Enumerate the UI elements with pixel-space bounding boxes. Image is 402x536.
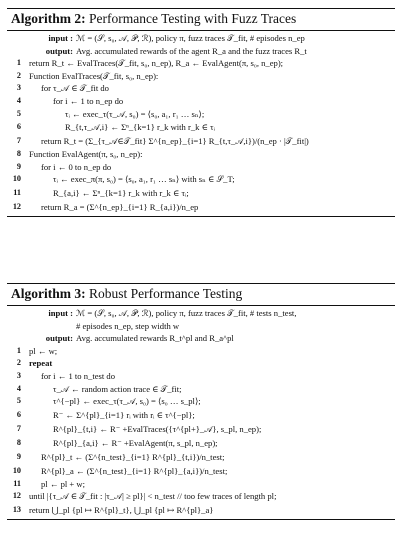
alg2-line-1 [7,57,395,70]
algorithm-3-title-text: Robust Performance Testing [85,286,243,301]
line-number: 10 [12,174,21,184]
input-text: ℳ = (𝒮, s₀, 𝒜, 𝒫, ℛ), policy π, fuzz traces 𝒯_fit, # episodes n_ep [76,33,305,43]
line-number: 3 [16,83,21,93]
line-text: Function EvalTraces(𝒯_fit, s₀, n_ep): [29,70,159,81]
alg2-line-5 [7,108,395,121]
line-number: 8 [16,437,21,447]
line-text: until |{τ_𝒜 ∈ 𝒯_fit : |τ_𝒜| ≥ pl}| < n_test // too few traces of length pl; [29,491,277,502]
alg2-line-9 [7,161,395,174]
line-number: 11 [13,187,21,197]
line-text: R⁻ ← Σ^{pl}_{i=1} rᵢ with rᵢ ∈ τ^{−pl}; [53,409,195,420]
line-text: for τ_𝒜 ∈ 𝒯_fit do [41,83,109,94]
alg3-line-1 [7,345,395,358]
alg3-line-9 [7,450,395,464]
alg3-line-10 [7,464,395,478]
line-number: 12 [12,491,21,501]
line-text: return R_t = (Σ_{τ_𝒜∈𝒯_fit} Σ^{n_ep}_{i=1} R_{t,τ_𝒜,i})/(n_ep · |𝒯_fit|) [41,136,309,147]
alg2-line-6 [7,120,395,134]
algorithm-2-title-text: Performance Testing with Fuzz Traces [85,11,297,26]
line-number: 5 [16,108,21,118]
line-number: 3 [16,370,21,380]
alg2-line-12 [7,200,395,216]
algorithm-3-box [7,283,395,520]
line-text: R^{pl}_{t,i} ← R⁻ +EvalTraces({τ^{pl+}_𝒜}, s_pl, n_ep); [53,423,262,434]
algorithm-3-input-continued [7,320,395,333]
algorithm-2-title [7,9,395,31]
algorithm-3-output [7,332,395,345]
algorithm-2-input [7,32,395,45]
line-number: 2 [16,70,21,80]
line-text: R_{t,τ_𝒜,i} ← Σⁿ_{k=1} r_k with r_k ∈ τᵢ [65,122,215,133]
line-number: 1 [16,345,21,355]
algorithm-2-box [7,8,395,217]
line-text: R_{a,i} ← Σⁿ_{k=1} r_k with r_k ∈ τᵢ; [53,187,189,198]
output-label: output: [45,45,73,56]
line-number: 12 [12,201,21,211]
line-text: return R_t ← EvalTraces(𝒯_fit, s₀, n_ep), R_a ← EvalAgent(π, s₀, n_ep); [29,58,284,69]
algorithm-2-output [7,45,395,58]
alg2-line-7 [7,134,395,148]
alg2-line-11 [7,186,395,200]
line-text: τ_𝒜 ← random action trace ∈ 𝒯_fit; [53,383,182,394]
alg3-line-3 [7,370,395,383]
output-label: output: [45,333,73,344]
line-number: 11 [13,478,21,488]
algorithm-3-input [7,307,395,320]
line-number: 4 [16,95,21,105]
line-number: 9 [16,451,21,461]
input-label: input : [48,33,73,43]
alg2-line-10 [7,173,395,186]
line-number: 2 [16,358,21,368]
line-text: R^{pl}_{a,i} ← R⁻ +EvalAgent(π, s_pl, n_ep); [53,437,218,448]
line-number: 6 [16,122,21,132]
line-text: return ⋃_pl {pl ↦ R^{pl}_t}, ⋃_pl {pl ↦ R^{pl}_a} [29,504,214,515]
line-text: R^{pl}_t ← (Σ^{n_test}_{i=1} R^{pl}_{t,i})/n_test; [41,451,225,462]
line-text: for i ← 0 to n_ep do [41,161,112,172]
line-number: 5 [16,396,21,406]
line-number: 1 [16,58,21,68]
alg3-line-13 [7,503,395,519]
algorithm-3-number: Algorithm 3: [11,286,86,301]
alg3-line-2 [7,357,395,370]
line-text: pl ← w; [29,345,58,356]
alg3-line-8 [7,436,395,450]
algorithm-3-title [7,284,395,306]
line-number: 7 [16,423,21,433]
line-number: 13 [12,504,21,514]
line-text: repeat [29,358,53,369]
line-text: Function EvalAgent(π, s₀, n_ep): [29,149,143,160]
line-number: 7 [16,136,21,146]
output-text: Avg. accumulated rewards of the agent R_a and the fuzz traces R_t [76,45,307,56]
line-text: return R_a = (Σ^{n_ep}_{i=1} R_{a,i})/n_ep [41,201,199,212]
alg3-line-6 [7,408,395,422]
algorithm-3-body [7,306,395,519]
line-text: for i ← 1 to n_test do [41,370,115,381]
alg3-line-4 [7,383,395,396]
alg3-line-7 [7,422,395,436]
alg3-line-12 [7,490,395,503]
alg3-line-11 [7,478,395,491]
line-text: for i ← 1 to n_ep do [53,95,124,106]
line-text: pl ← pl + w; [41,478,85,489]
alg2-line-3 [7,82,395,95]
line-number: 10 [12,465,21,475]
algorithm-2-body [7,31,395,216]
algorithm-2-number: Algorithm 2: [11,11,86,26]
input-text-continued: # episodes n_ep, step width w [76,320,180,331]
line-number: 4 [16,383,21,393]
output-text: Avg. accumulated rewards R_t^pl and R_a^pl [76,333,234,344]
line-text: R^{pl}_a ← (Σ^{n_test}_{i=1} R^{pl}_{a,i})/n_test; [41,465,228,476]
line-text: τᵢ ← exec_π(π, s₀) = ⟨s₀, a₁, r₁ … sₙ⟩ with sₙ ∈ 𝒮_T; [53,174,235,185]
line-number: 8 [16,149,21,159]
line-number: 9 [16,161,21,171]
line-text: τᵢ ← exec_τ(τ_𝒜, s₀) = ⟨s₀, a₁, r₁ … sₙ⟩; [65,108,205,119]
alg2-line-4 [7,95,395,108]
line-number: 6 [16,409,21,419]
alg2-line-8 [7,148,395,161]
input-text: ℳ = (𝒮, s₀, 𝒜, 𝒫, ℛ), policy π, fuzz traces 𝒯_fit, # tests n_test, [76,308,297,318]
alg3-line-5 [7,395,395,408]
line-text: τ^{−pl} ← exec_τ(τ_𝒜, s₀) = ⟨s₀ … s_pl⟩; [53,396,201,407]
input-label: input : [48,308,73,318]
alg2-line-2 [7,70,395,83]
